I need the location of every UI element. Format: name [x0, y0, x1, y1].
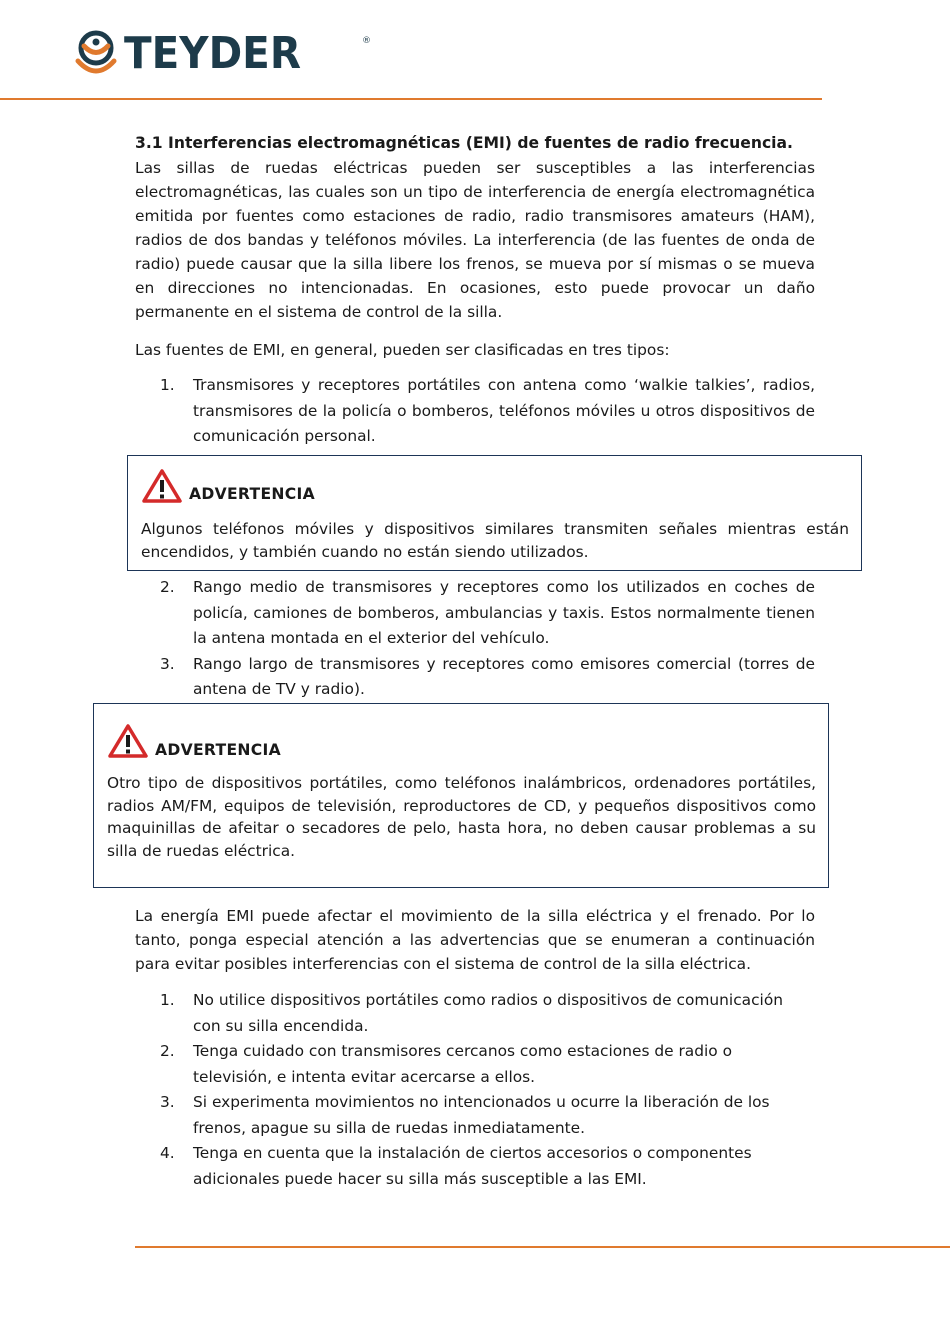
list-item: [160, 1039, 785, 1090]
teyder-logo-icon: [72, 29, 120, 79]
list-number: 3.: [160, 1093, 175, 1111]
list-text: Transmisores y receptores portátiles con antena como ‘walkie talkies’, radios, transmisores de la policía o bomberos, teléfonos móviles u otros dispositivos de comunicación personal.: [193, 376, 815, 445]
list-text: No utilice dispositivos portátiles como radios o dispositivos de comunicación con su silla encendida.: [193, 991, 783, 1035]
warning-text: Otro tipo de dispositivos portátiles, como teléfonos inalámbricos, ordenadores portátiles, radios AM/FM, equipos de televisión, reproductores de CD, y pequeños dispositivos como maquinillas de afeitar o secadores de pelo, hasta hora, no deben causar problemas a su silla de ruedas eléctrica.: [107, 774, 816, 860]
warning-box-1: [127, 455, 862, 571]
header-divider: [0, 98, 822, 100]
warning-triangle-icon: [141, 468, 183, 504]
brand-name: TEYDER: [124, 28, 302, 79]
advice-intro: La energía EMI puede afectar el movimiento de la silla eléctrica y el frenado. Por lo tanto, ponga especial atención a las advertencias que se enumeran a continuación para evitar posibles interferencias con el sistema de control de la silla eléctrica.: [135, 907, 815, 973]
list-text: Rango largo de transmisores y receptores como emisores comercial (torres de antena de TV y radio).: [193, 654, 815, 698]
brand-logo: [72, 28, 371, 80]
list-number: 4.: [160, 1144, 175, 1162]
list-number: 2.: [160, 1042, 175, 1060]
list-item: [160, 1090, 785, 1141]
warning-header: [107, 722, 816, 760]
list-item: [160, 988, 785, 1039]
section-title: 3.1 Interferencias electromagnéticas (EMI) de fuentes de radio frecuencia.: [135, 134, 793, 152]
list-text: Tenga en cuenta que la instalación de ciertos accesorios o componentes adicionales puede hacer su silla más susceptible a las EMI.: [193, 1144, 752, 1188]
list-number: 3.: [160, 654, 175, 673]
intro-paragraph: Las sillas de ruedas eléctricas pueden ser susceptibles a las interferencias electromagnéticas, las cuales son un tipo de interferencia de energía electromagnética emitida por fuentes como estaciones de radio, radio transmisores amateurs (HAM), radios de dos bandas y teléfonos móviles. La interferencia (de las fuentes de onda de radio) puede causar que la silla libere los frenos, se mueva por sí mismas o se mueva en direcciones no intencionadas. En ocasiones, esto puede provocar un daño permanente en el sistema de control de la silla.: [135, 159, 815, 321]
list-text: Tenga cuidado con transmisores cercanos como estaciones de radio o televisión, e intenta evitar acercarse a ellos.: [193, 1042, 733, 1086]
warning-triangle-icon: [107, 722, 149, 760]
list-text: Si experimenta movimientos no intencionados u ocurre la liberación de los frenos, apague su silla de ruedas inmediatamente.: [193, 1093, 770, 1137]
source-types-list-part1: [160, 373, 815, 450]
advice-list: [160, 988, 785, 1192]
list-item: [160, 652, 815, 703]
warning-header: [141, 468, 849, 504]
warning-box-2: [93, 703, 829, 888]
list-item: [160, 575, 815, 652]
list-number: 2.: [160, 578, 175, 596]
list-item: [160, 373, 815, 450]
sources-intro: Las fuentes de EMI, en general, pueden ser clasificadas en tres tipos:: [135, 341, 670, 359]
list-number: 1.: [160, 376, 175, 394]
source-types-list-part2: [160, 575, 815, 703]
registered-mark: ®: [362, 36, 371, 46]
list-item: [160, 1141, 785, 1192]
list-text: Rango medio de transmisores y receptores como los utilizados en coches de policía, camiones de bomberos, ambulancias y taxis. Estos normalmente tienen la antena montada en el exterior del vehículo.: [193, 578, 815, 647]
list-number: 1.: [160, 991, 175, 1009]
warning-label: ADVERTENCIA: [189, 485, 315, 503]
footer-divider: [135, 1246, 950, 1248]
warning-label: ADVERTENCIA: [155, 741, 281, 759]
warning-text: Algunos teléfonos móviles y dispositivos similares transmiten señales mientras están encendidos, y también cuando no están siendo utilizados.: [141, 520, 849, 561]
